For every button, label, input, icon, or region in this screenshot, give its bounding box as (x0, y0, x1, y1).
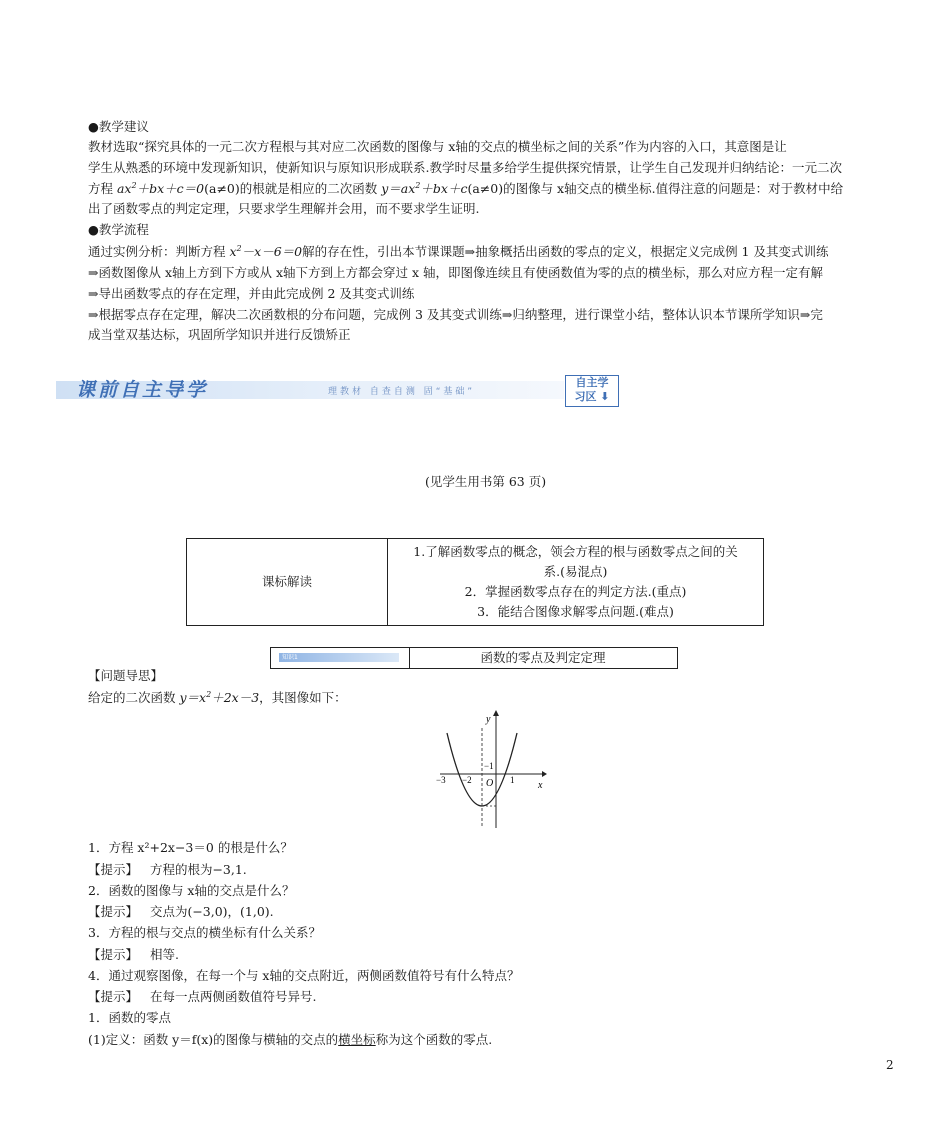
zero-definition-term: 横坐标 (338, 1032, 376, 1047)
banner-title: 课前自主导学 (76, 379, 209, 401)
flow-line-4: ⇒根据零点存在定理，解决二次函数根的分布问题，完成例 3 及其变式训练⇒归纳整理，进行课堂小结，整体认识本节课所学知识⇒完 (88, 307, 823, 322)
questions-intro (88, 688, 347, 708)
curriculum-standards-table (186, 538, 764, 626)
banner-self-study-box (565, 375, 619, 407)
answer-1-tag: 【提示】 (88, 862, 139, 877)
zero-heading: 1．函数的零点 (88, 1010, 171, 1025)
tick-label-neg1: −1 (484, 761, 494, 771)
standards-label: 课标解读 (187, 539, 388, 626)
flow-line-2: ⇒函数图像从 x轴上方到下方或从 x轴下方到上方都会穿过 x 轴，即图像连续且有使函数值为零的点的横坐标，那么对应方程一定有解 (88, 265, 824, 280)
y-axis-label: y (486, 714, 491, 725)
flow-line-1-b: 解的存在性，引出本节课课题⇒抽象概括出函数的零点的定义，根据定义完成例 1 及其变式训练 (302, 244, 829, 259)
standard-item-2: 2．掌握函数零点存在的判定方法.(重点) (464, 584, 687, 599)
flow-heading: ●教学流程 (88, 222, 149, 237)
origin-label: O (486, 778, 494, 789)
zero-definition-a: (1)定义：函数 y＝f(x)的图像与横轴的交点的 (88, 1032, 339, 1047)
advice-line-2: 学生从熟悉的环境中发现新知识，使新知识与原知识形成联系.教学时尽量多给学生提供探究情景，让学生自己发现并归纳结论：一元二次 (88, 160, 842, 175)
answer-1 (88, 860, 247, 880)
questions-intro-a: 给定的二次函数 (88, 690, 180, 705)
answer-2-text: 交点为(−3,0)，(1,0). (149, 904, 274, 919)
knowledge-point-title: 函数的零点及判定定理 (480, 650, 606, 665)
answer-1-text: 方程的根为−3,1. (149, 862, 247, 877)
x-axis-arrow (542, 771, 547, 777)
zero-definition-b: 称为这个函数的零点. (375, 1032, 493, 1047)
knowledge-point-header (270, 647, 678, 669)
answer-2 (88, 902, 274, 922)
answer-3-text: 相等. (149, 947, 179, 962)
tick-label-neg2: −2 (462, 775, 472, 785)
advice-line-3-b: (a≠0)的根就是相应的二次函数 (204, 181, 382, 196)
question-4: 4．通过观察图像，在每一个与 x轴的交点附近，两侧函数值符号有什么特点？ (88, 968, 520, 983)
standard-item-1a: 1.了解函数零点的概念，领会方程的根与函数零点之间的关 (413, 544, 738, 559)
banner-subtitle: 理教材 自查自测 固“基础” (328, 387, 476, 397)
questions-intro-b: ，其图像如下： (259, 690, 347, 705)
standard-item-3: 3．能结合图像求解零点问题.(难点) (477, 604, 674, 619)
parabola-graph (434, 708, 548, 832)
equation-general: $ax^2+bx+c=0$ (116, 181, 205, 196)
answer-4 (88, 987, 316, 1007)
banner-box-line-2: 习区 ⬇ (574, 390, 610, 403)
banner-box-line-1: 自主学 (575, 376, 609, 389)
section-banner (56, 374, 619, 406)
standard-item-1b: 系.(易混点) (543, 564, 608, 579)
standards-content (388, 539, 764, 626)
tick-label-1: 1 (510, 775, 515, 785)
advice-line-3-a: 方程 (88, 181, 117, 196)
flow-line-1-a: 通过实例分析：判断方程 (88, 244, 230, 259)
answer-4-text: 在每一点两侧函数值符号异号. (149, 989, 317, 1004)
advice-line-4: 出了函数零点的判定定理，只要求学生理解并会用，而不要求学生证明. (88, 201, 480, 216)
answer-3-tag: 【提示】 (88, 947, 139, 962)
tick-label-neg3: −3 (436, 775, 446, 785)
book-reference: (见学生用书第 63 页) (425, 474, 547, 489)
y-axis-arrow (493, 710, 499, 716)
knowledge-point-tag-cell (271, 648, 410, 668)
answer-2-tag: 【提示】 (88, 904, 139, 919)
advice-line-3-c: (a≠0)的图像与 x轴交点的横坐标.值得注意的问题是：对于教材中给 (467, 181, 844, 196)
knowledge-point-tag: 知识1 (279, 653, 399, 662)
flow-line-5: 成当堂双基达标，巩固所学知识并进行反馈矫正 (88, 327, 351, 342)
question-1: 1．方程 x²+2x−3＝0 的根是什么？ (88, 840, 293, 855)
function-general: $y=ax^2+bx+c$ (381, 181, 468, 196)
question-3: 3．方程的根与交点的横坐标有什么关系？ (88, 925, 321, 940)
x-axis-label: x (538, 780, 543, 791)
questions-heading: 【问题导思】 (88, 668, 164, 683)
zero-definition (88, 1030, 492, 1050)
answer-3 (88, 945, 179, 965)
flow-line-1 (88, 242, 829, 262)
given-function: $y=x^2+2x-3$ (179, 690, 260, 705)
advice-line-1: 教材选取“探究具体的一元二次方程根与其对应二次函数的图像与 x轴的交点的横坐标之间的关系”作为内容的入口，其意图是让 (88, 139, 787, 154)
question-2: 2．函数的图像与 x轴的交点是什么？ (88, 883, 295, 898)
answer-4-tag: 【提示】 (88, 989, 139, 1004)
page-number: 2 (886, 1058, 894, 1072)
advice-line-3 (88, 179, 843, 199)
flow-equation: $x^2-x-6=0$ (229, 244, 303, 259)
flow-line-3: ⇒导出函数零点的存在定理，并由此完成例 2 及其变式训练 (88, 286, 415, 301)
advice-heading: ●教学建议 (88, 119, 149, 134)
